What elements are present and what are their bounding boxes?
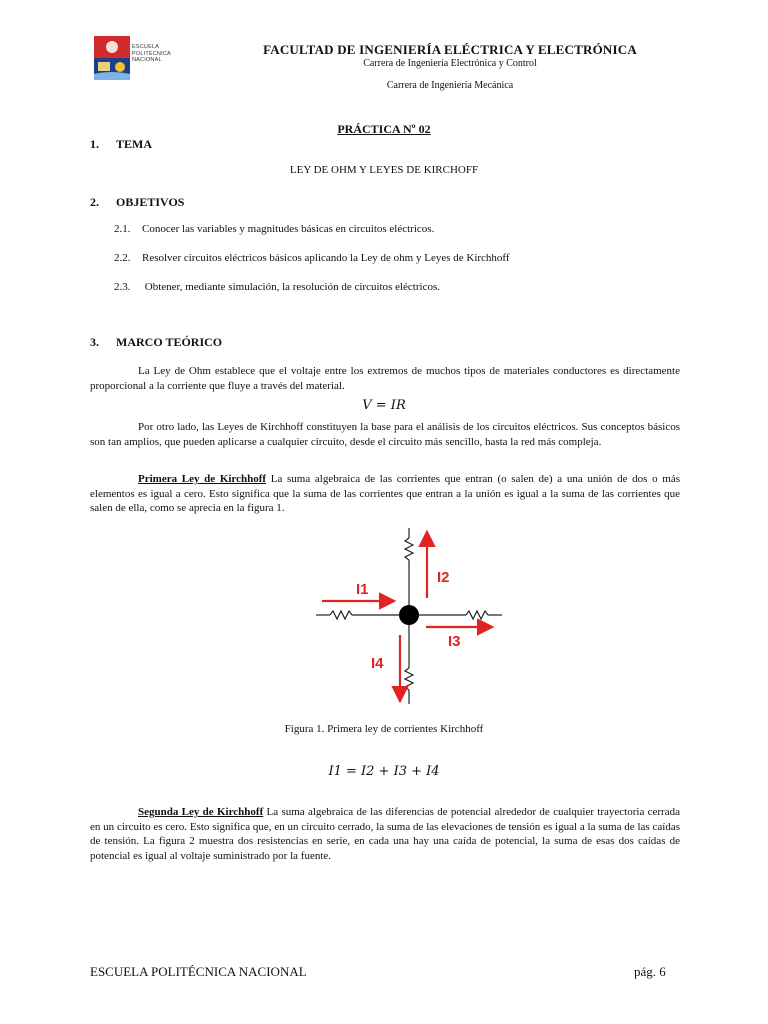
second-law-title: Segunda Ley de Kirchhoff xyxy=(138,806,264,818)
practice-title: PRÁCTICA Nº 02 xyxy=(337,122,431,136)
second-law-paragraph: Segunda Ley de Kirchhoff La suma algebraica de las diferencias de potencial alrededor de cualquier trayectoria cerrada en un circuito es cero. Esto significa que, en un circuito cerrado, la suma de las elevaciones de tensión es igual a la suma de las caídas de tensión. La figura 2 muestra dos resistencias en serie, en cada una hay una caída de potencial, la suma de esas dos caídas de potencial es igual al voltaje suministrado por la fuente. xyxy=(90,806,680,862)
first-law-paragraph: Primera Ley de Kirchhoff La suma algebraica de las corrientes que entran (o salen de) a una unión de dos o más elementos es igual a cero. Esto significa que la suma de las corrientes que entran a la unión es igual a la suma de las corrientes que salen de ella, como se aprecia en la figura 1. xyxy=(90,473,680,514)
kirchhoff-intro-paragraph: Por otro lado, las Leyes de Kirchhoff constituyen la base para el análisis de los circuitos eléctricos. Sus conceptos básicos son tan amplios, que pueden aplicarse a cualquier circuito, desde el circuito más sencillo, hasta la red más compleja. xyxy=(90,421,680,448)
section-objetivos-heading: 2. OBJETIVOS xyxy=(90,195,185,209)
label-i3: I3 xyxy=(448,633,461,650)
first-law-title: Primera Ley de Kirchhoff xyxy=(138,473,267,485)
page-number: pág. 6 xyxy=(634,964,666,979)
junction-node xyxy=(399,605,419,625)
kirchhoff-node-figure xyxy=(316,528,502,704)
resistor-left xyxy=(330,611,352,619)
objective-item: 2.3. Obtener, mediante simulación, la resolución de circuitos eléctricos. xyxy=(114,281,440,293)
objective-item: 2.1. Conocer las variables y magnitudes básicas en circuitos eléctricos. xyxy=(114,223,435,235)
logo-text: ESCUELA POLITÉCNICA NACIONAL xyxy=(132,44,171,63)
logo-emblem-icon xyxy=(94,36,130,80)
label-i1: I1 xyxy=(356,581,369,598)
section-tema-heading: 1. TEMA xyxy=(90,137,152,151)
resistor-bottom xyxy=(405,668,413,690)
label-i2: I2 xyxy=(437,569,450,586)
institution-logo xyxy=(94,36,180,82)
figure-caption: Figura 1. Primera ley de corrientes Kirchhoff xyxy=(284,723,484,735)
career-line-1: Carrera de Ingeniería Electrónica y Control xyxy=(363,58,537,69)
footer-institution: ESCUELA POLITÉCNICA NACIONAL xyxy=(90,964,307,979)
objective-item: 2.2. Resolver circuitos eléctricos básicos aplicando la Ley de ohm y Leyes de Kirchhoff xyxy=(114,252,510,264)
career-line-2: Carrera de Ingeniería Mecánica xyxy=(386,80,514,91)
faculty-title: FACULTAD DE INGENIERÍA ELÉCTRICA Y ELECTRÓNICA xyxy=(263,42,637,57)
ohm-law-paragraph: La Ley de Ohm establece que el voltaje entre los extremos de muchos tipos de materiales conductores es directamente proporcional a la corriente que fluye a través del material. xyxy=(90,365,680,392)
section-marco-heading: 3. MARCO TEÓRICO xyxy=(90,335,223,349)
tema-content: LEY DE OHM Y LEYES DE KIRCHOFF xyxy=(289,164,479,176)
resistor-right xyxy=(466,611,488,619)
kirchhoff-current-equation: I1 = I2 + I3 + I4 xyxy=(328,764,440,779)
label-i4: I4 xyxy=(371,655,384,672)
ohm-equation: V = IR xyxy=(362,398,406,413)
resistor-top xyxy=(405,538,413,560)
